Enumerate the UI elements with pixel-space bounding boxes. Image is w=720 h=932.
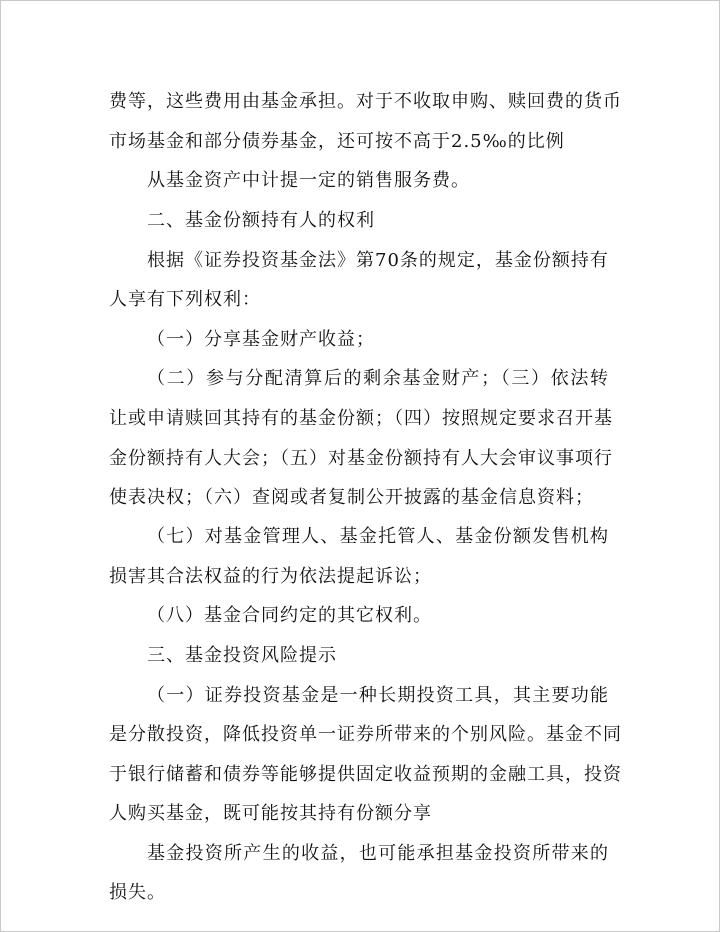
- text-line: 金份额持有人大会；（五）对基金份额持有人大会审议事项行: [109, 448, 613, 469]
- list-item: （一）分享基金财产收益；: [147, 329, 375, 350]
- text-line: 人享有下列权利：: [109, 289, 261, 310]
- text-line: 使表决权；（六）查阅或者复制公开披露的基金信息资料；: [109, 487, 594, 508]
- text-line: 市场基金和部分债券基金，还可按不高于2.5‰的比例: [109, 131, 565, 152]
- list-item: （八）基金合同约定的其它权利。: [147, 605, 432, 626]
- text-line: 损失。: [109, 882, 166, 903]
- section-heading: 二、基金份额持有人的权利: [147, 210, 375, 231]
- text-line: 基金投资所产生的收益，也可能承担基金投资所带来的: [147, 843, 609, 864]
- list-item: （二）参与分配清算后的剩余基金财产；（三）依法转: [147, 368, 609, 389]
- text-line: 于银行储蓄和债券等能够提供固定收益预期的金融工具，投资: [109, 764, 622, 785]
- list-item: （一）证券投资基金是一种长期投资工具，其主要功能: [147, 685, 609, 706]
- text-line: 从基金资产中计提一定的销售服务费。: [147, 170, 470, 191]
- section-heading: 三、基金投资风险提示: [147, 645, 337, 666]
- text-line: 让或申请赎回其持有的基金份额；（四）按照规定要求召开基: [109, 408, 613, 429]
- text-line: 损害其合法权益的行为依法提起诉讼；: [109, 566, 432, 587]
- text-line: 人购买基金，既可能按其持有份额分享: [109, 803, 432, 824]
- text-line: 根据《证券投资基金法》第70条的规定，基金份额持有: [147, 250, 609, 271]
- text-line: 是分散投资，降低投资单一证券所带来的个别风险。基金不同: [109, 724, 622, 745]
- text-line: 费等，这些费用由基金承担。对于不收取申购、赎回费的货币: [109, 91, 622, 112]
- list-item: （七）对基金管理人、基金托管人、基金份额发售机构: [147, 526, 609, 547]
